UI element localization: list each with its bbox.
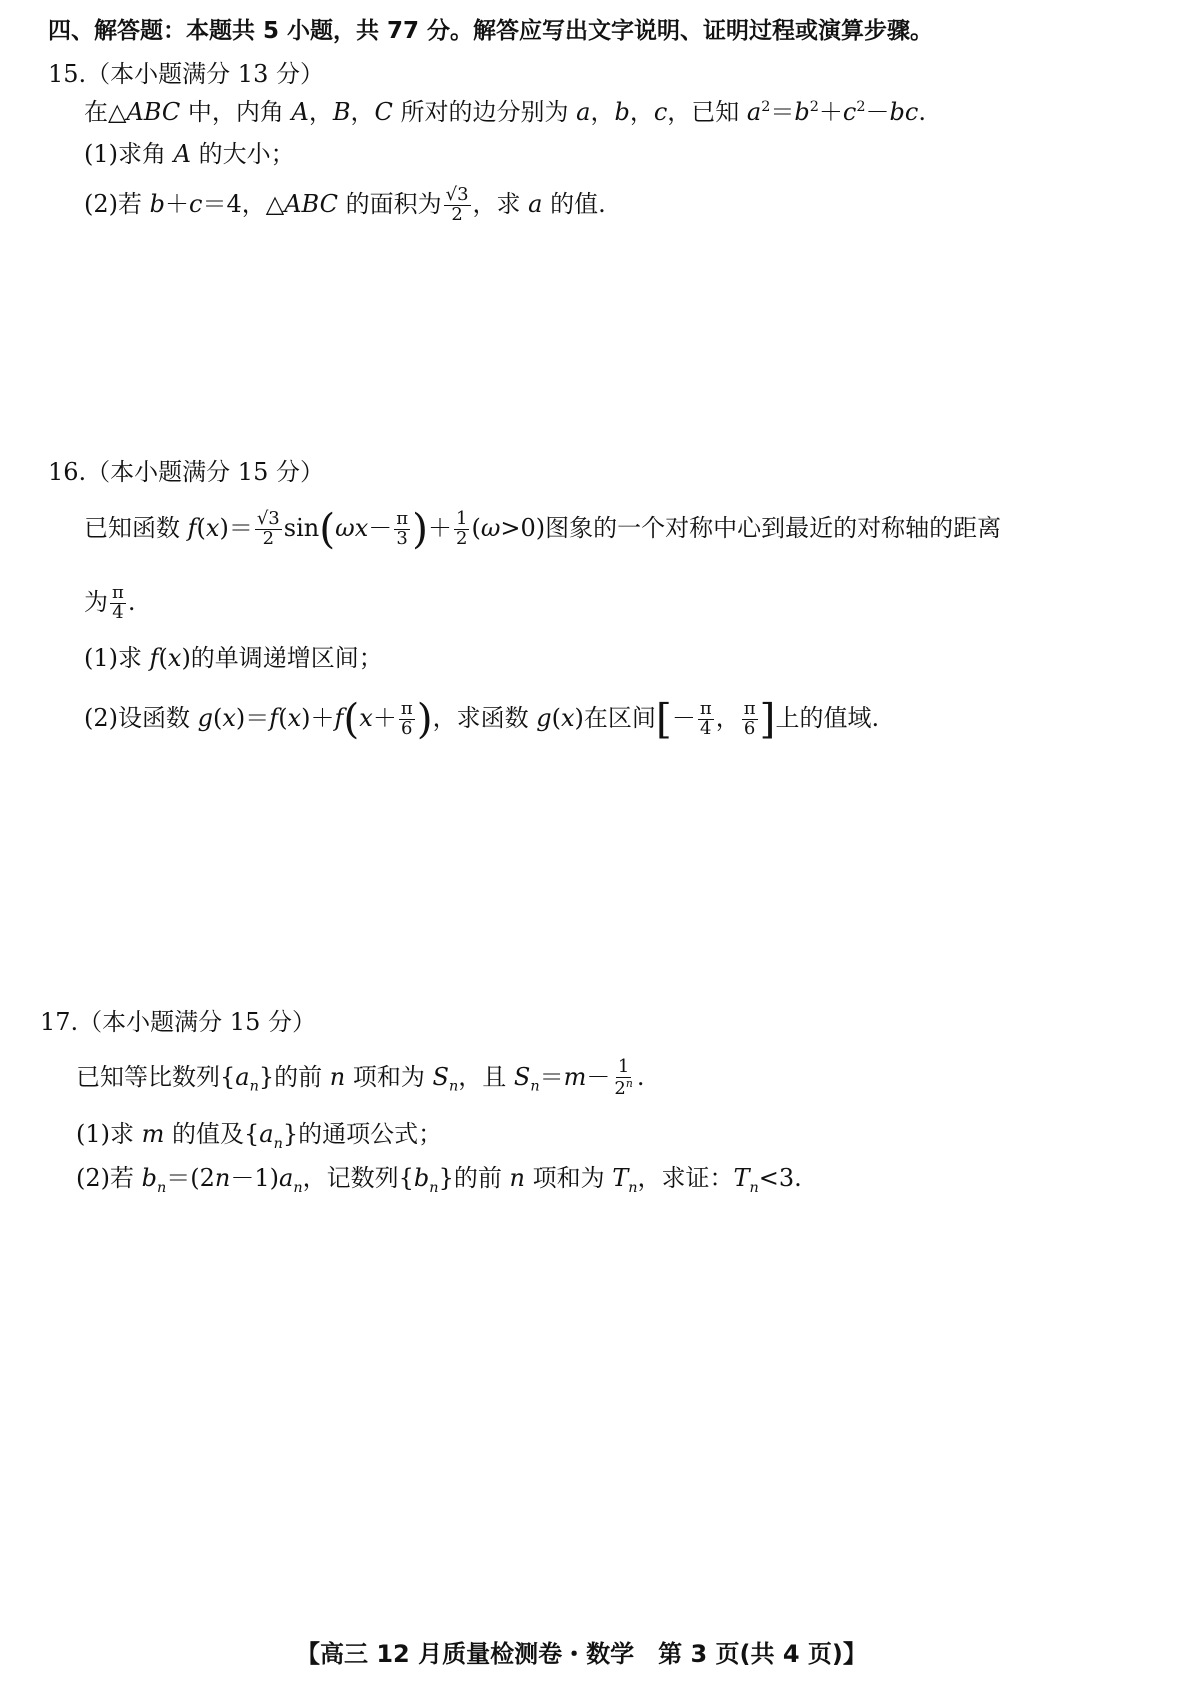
fraction: $\frac{1}{2}$ <box>456 508 468 549</box>
fraction: $\frac{1}{2^n}$ <box>614 1056 633 1099</box>
question-16-part-1: (1)求 f(x)的单调递增区间； <box>84 644 383 672</box>
question-16-stem-continued: 为 $\frac{\pi}{4}$ . <box>84 582 136 623</box>
fraction: $\frac{\pi}{4}$ <box>112 582 124 623</box>
fraction: $\frac{√3}{2}$ <box>445 184 469 225</box>
section-header: 四、解答题：本题共 5 小题，共 77 分。解答应写出文字说明、证明过程或演算步骤。 <box>48 18 934 44</box>
question-17-part-1: (1)求 m 的值及$\{a_n\}$的通项公式； <box>76 1120 443 1152</box>
question-16-header: 16.（本小题满分 15 分） <box>48 458 324 486</box>
question-15-stem: 在△ABC 中，内角 A，B，C 所对的边分别为 a，b，c，已知 $a^2=b^2+c^2-bc$. <box>84 98 926 126</box>
fraction: $\frac{\pi}{6}$ <box>743 698 756 739</box>
question-15-part-1: (1)求角 A 的大小； <box>84 140 295 168</box>
question-15-part-2: (2)若 b＋c＝4，△ABC 的面积为 $\frac{√3}{2}$ ，求 a 的值. <box>84 184 606 225</box>
page-footer: 【高三 12 月质量检测卷・数学 第 3 页(共 4 页)】 <box>296 1640 867 1668</box>
question-17-header: 17.（本小题满分 15 分） <box>40 1008 316 1036</box>
question-17-part-2: (2)若 $b_n=(2n-1)a_n$，记数列$\{b_n\}$的前 n 项和为 $T_n$，求证：$T_n<3$. <box>76 1164 802 1196</box>
fraction: $\frac{√3}{2}$ <box>256 508 280 549</box>
fraction: $\frac{\pi}{6}$ <box>400 698 413 739</box>
question-15-header: 15.（本小题满分 13 分） <box>48 60 324 88</box>
fraction: $\frac{\pi}{4}$ <box>699 698 712 739</box>
question-17-stem: 已知等比数列$\{a_n\}$的前 n 项和为 $S_n$，且 $S_n=m-$ $\frac{1}{2^n}$ . <box>76 1056 645 1099</box>
question-16-part-2: (2)设函数 g(x)＝f(x)＋f(x＋ $\frac{\pi}{6}$ )，求函数 g(x)在区间[－ $\frac{\pi}{4}$ ， $\frac{\pi}{6}$ ]上的值域. <box>84 695 880 744</box>
fraction: $\frac{\pi}{3}$ <box>396 508 409 549</box>
question-16-stem: 已知函数 f(x)＝ $\frac{√3}{2}$ sin(ωx－ $\frac{\pi}{3}$ )＋ $\frac{1}{2}$ (ω>0)图象的一个对称中心到最近的对称轴的距离 <box>84 505 1002 554</box>
